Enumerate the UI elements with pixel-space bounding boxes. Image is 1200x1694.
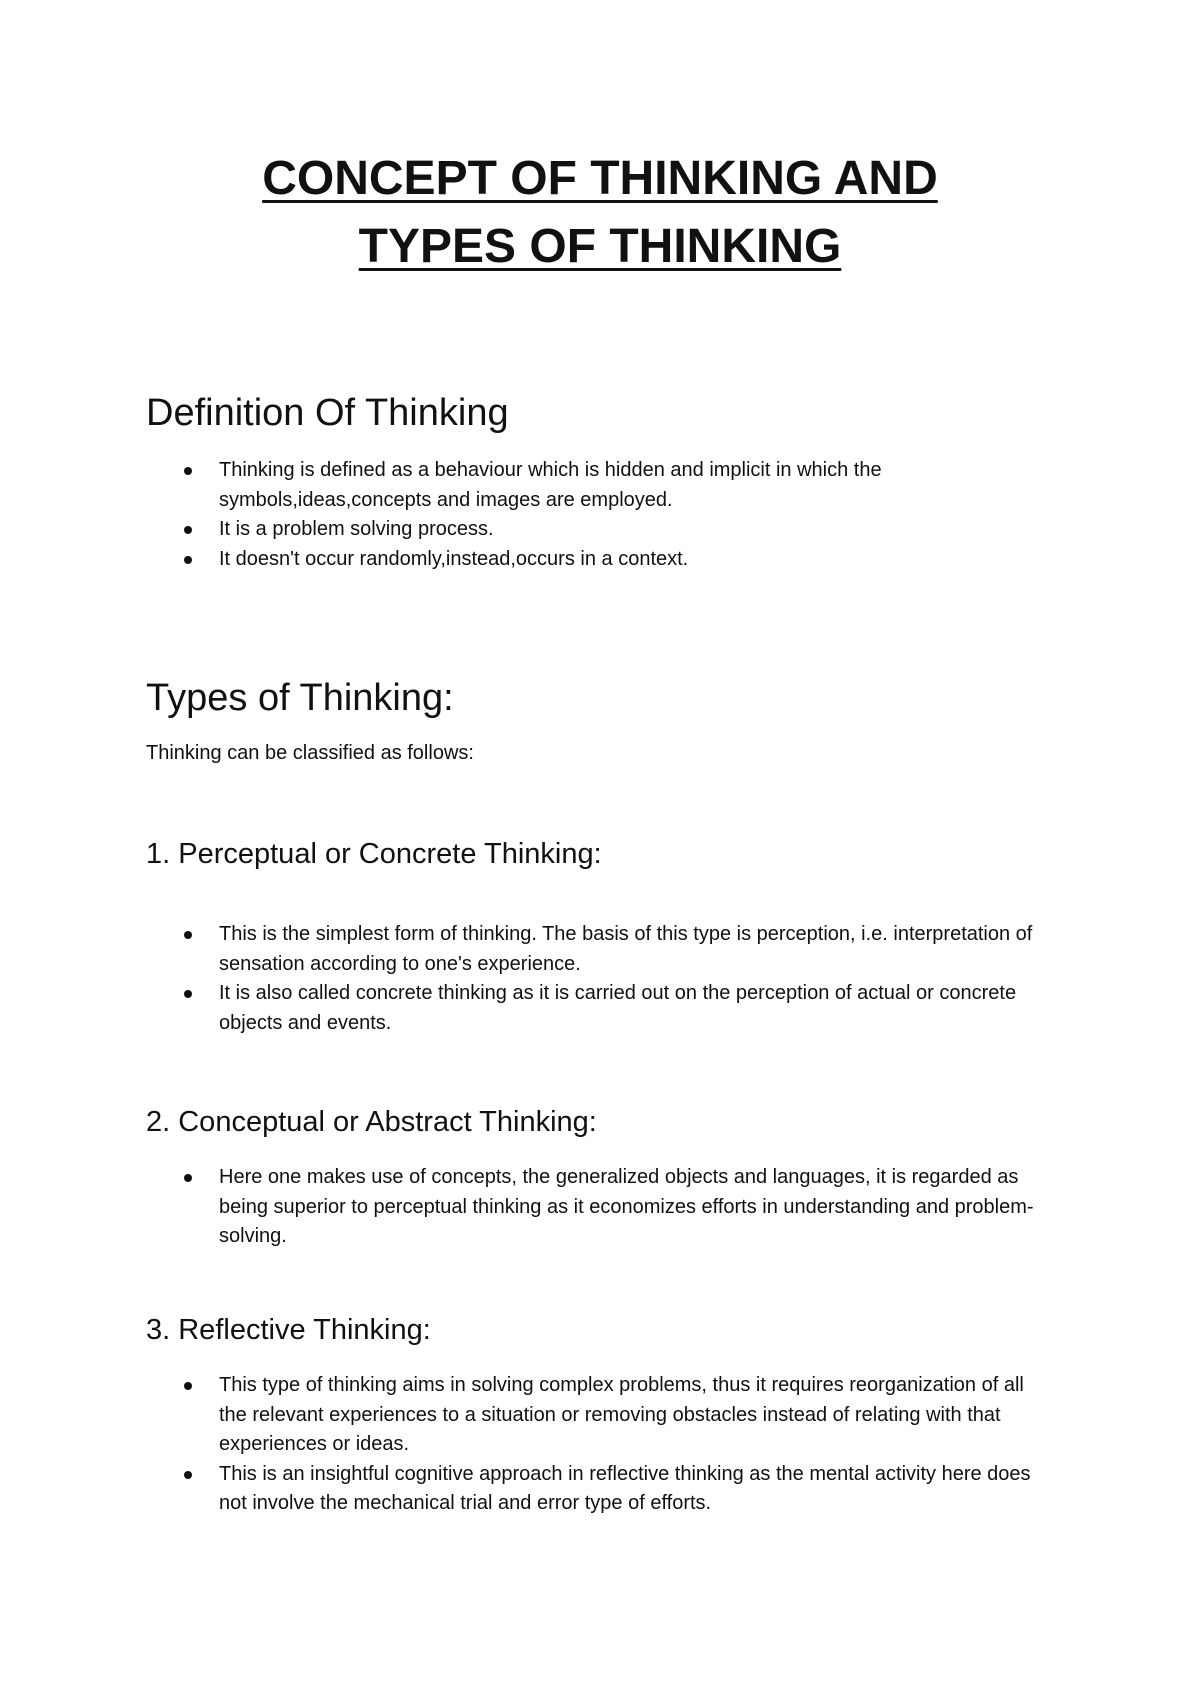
definition-heading: Definition Of Thinking [146,392,509,434]
definition-bullet-3: It doesn't occur randomly,instead,occurs in a context. [0,545,1049,575]
definition-bullet-list [0,456,1200,574]
document-title [0,145,1200,281]
reflective-heading: 3. Reflective Thinking: [146,1314,431,1346]
conceptual-bullet-list [0,1163,1200,1252]
document-title-line-2: TYPES OF THINKING [358,220,842,273]
perceptual-bullet-2: It is also called concrete thinking as it is carried out on the perception of actual or concrete objects and events. [0,979,1049,1038]
reflective-bullet-2: This is an insightful cognitive approach in reflective thinking as the mental activity here does not involve the mechanical trial and error type of efforts. [0,1460,1049,1519]
perceptual-bullet-list [0,920,1200,1038]
types-heading: Types of Thinking: [146,677,454,719]
perceptual-heading: 1. Perceptual or Concrete Thinking: [146,838,602,870]
definition-bullet-2: It is a problem solving process. [0,515,1049,545]
reflective-bullet-1: This type of thinking aims in solving complex problems, thus it requires reorganization of all the relevant experiences to a situation or removing obstacles instead of relating with that experiences or ideas. [0,1371,1049,1460]
conceptual-heading: 2. Conceptual or Abstract Thinking: [146,1106,597,1138]
conceptual-bullet-1: Here one makes use of concepts, the generalized objects and languages, it is regarded as being superior to perceptual thinking as it economizes efforts in understanding and problem-solving. [0,1163,1049,1252]
perceptual-bullet-1: This is the simplest form of thinking. The basis of this type is perception, i.e. interpretation of sensation according to one's experience. [0,920,1049,979]
types-intro-text: Thinking can be classified as follows: [146,742,474,764]
reflective-bullet-list [0,1371,1200,1519]
document-title-line-1: CONCEPT OF THINKING AND [262,152,938,205]
definition-bullet-1: Thinking is defined as a behaviour which is hidden and implicit in which the symbols,ideas,concepts and images are employed. [0,456,1049,515]
